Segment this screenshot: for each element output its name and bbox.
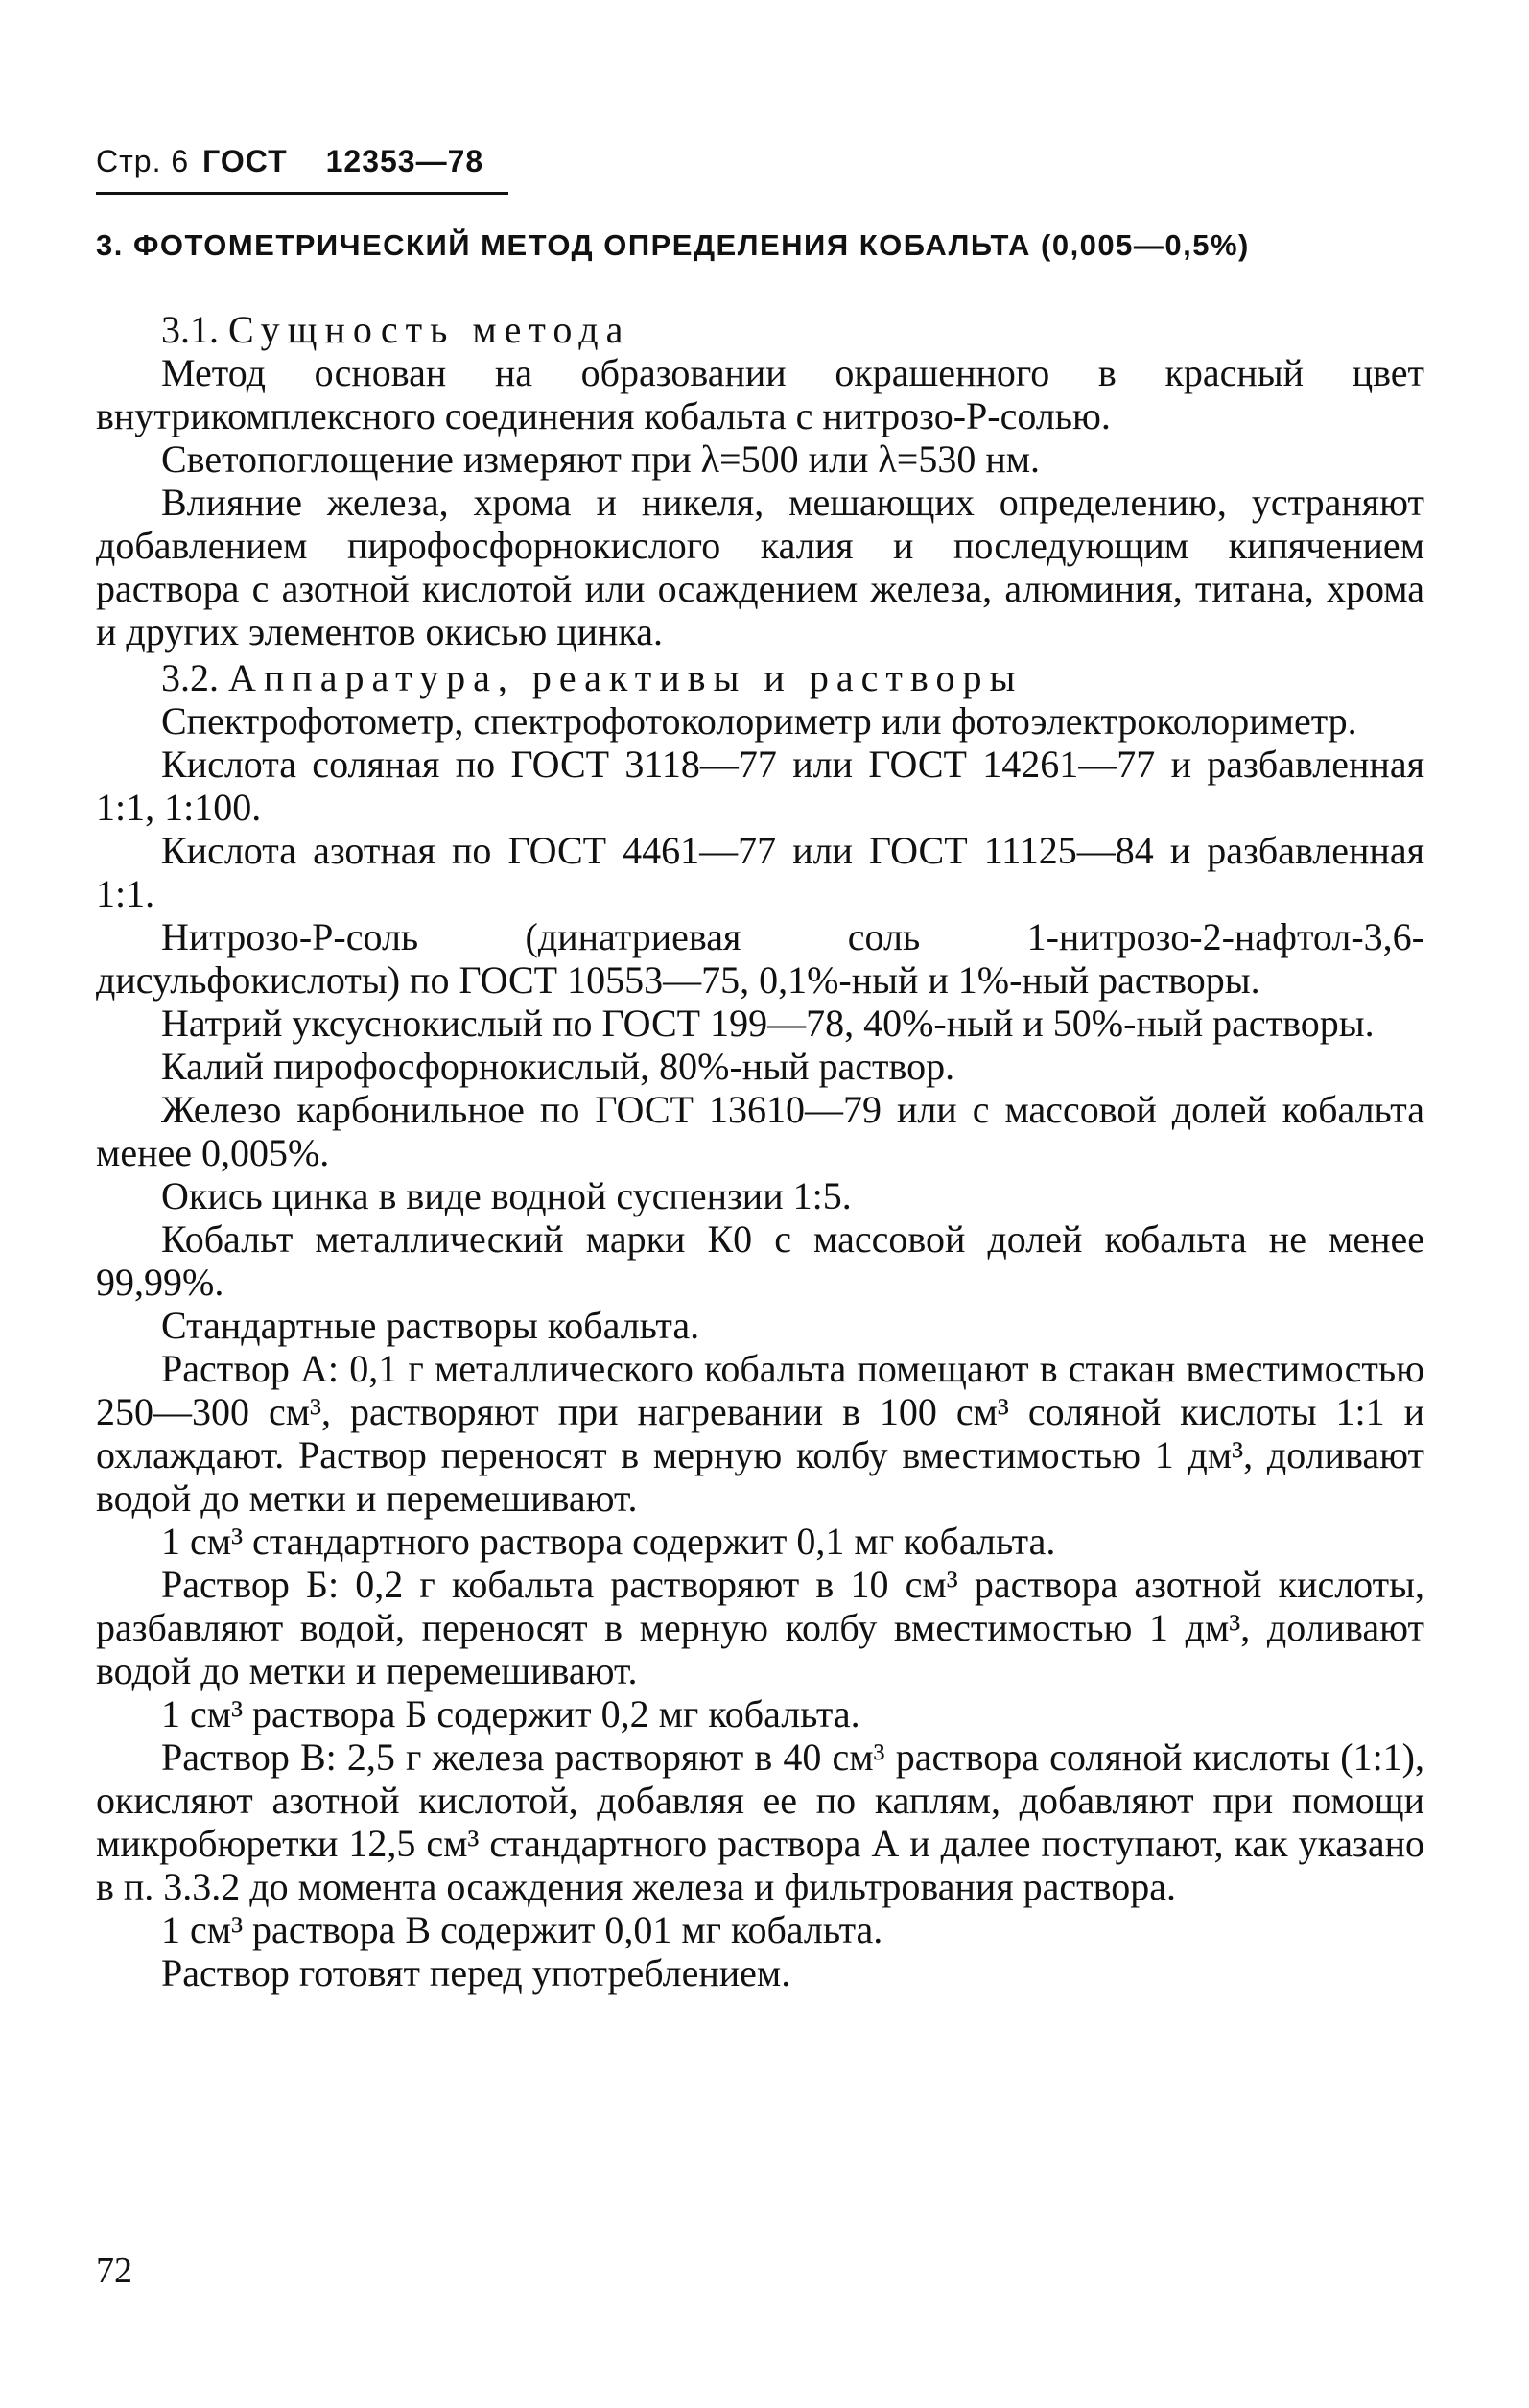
paragraph: Окись цинка в виде водной суспензии 1:5. (161, 1174, 852, 1217)
paragraph: Раствор А: 0,1 г металлического кобальта помещают в стакан вместимостью 250—300 см³, растворяют при нагревании в 100 см³ соляной кислоты 1:1 и охлаждают. Раствор переносят в мерную колбу вместимостью 1 дм³, доливают водой до метки и перемешивают. (96, 1347, 1424, 1520)
paragraph: Кислота соляная по ГОСТ 3118—77 или ГОСТ 14261—77 и разбавленная 1:1, 1:100. (96, 743, 1424, 829)
standard-label: ГОСТ (202, 144, 288, 178)
paragraph: Раствор Б: 0,2 г кобальта растворяют в 10 см³ раствора азотной кислоты, разбавляют водой, переносят в мерную колбу вместимостью 1 дм³, доливают водой до метки и перемешивают. (96, 1563, 1424, 1692)
paragraph: 1 см³ раствора Б содержит 0,2 мг кобальта. (161, 1692, 860, 1735)
subsection-number: 3.2. (161, 656, 219, 699)
paragraph: Стандартные растворы кобальта. (161, 1304, 700, 1347)
paragraph: 1 см³ раствора В содержит 0,01 мг кобальта. (161, 1908, 883, 1951)
subsection-heading-3-1 (96, 308, 1424, 351)
paragraph: Влияние железа, хрома и никеля, мешающих определению, устраняют добавлением пирофосфорнокислого калия и последующим кипячением раствора с азотной кислотой или осаждением железа, алюминия, титана, хрома и других элементов окисью цинка. (96, 481, 1424, 653)
subsection-title: Сущность метода (228, 308, 631, 351)
page-number: 72 (96, 2251, 132, 2291)
paragraph: Кобальт металлический марки К0 с массовой долей кобальта не менее 99,99%. (96, 1217, 1424, 1304)
subsection-title: Аппаратура, реактивы и растворы (228, 656, 1023, 699)
paragraph: Спектрофотометр, спектрофотоколориметр или фотоэлектроколориметр. (161, 699, 1357, 743)
paragraph: Калий пирофосфорнокислый, 80%-ный раствор. (161, 1045, 955, 1088)
paragraph: 1 см³ стандартного раствора содержит 0,1 мг кобальта. (161, 1520, 1056, 1563)
standard-number: 12353—78 (325, 144, 484, 178)
paragraph: Нитрозо-Р-соль (динатриевая соль 1-нитрозо-2-нафтол-3,6-дисульфокислоты) по ГОСТ 10553—75, 0,1%-ный и 1%-ный растворы. (96, 915, 1424, 1002)
header-underline (96, 192, 508, 195)
paragraph: Раствор В: 2,5 г железа растворяют в 40 см³ раствора соляной кислоты (1:1), окисляют азотной кислотой, добавляя ее по каплям, добавляют при помощи микробюретки 12,5 см³ стандартного раствора А и далее поступают, как указано в п. 3.3.2 до момента осаждения железа и фильтрования раствора. (96, 1735, 1424, 1908)
paragraph: Натрий уксуснокислый по ГОСТ 199—78, 40%-ный и 50%-ный растворы. (161, 1002, 1375, 1045)
paragraph: Раствор готовят перед употреблением. (161, 1951, 791, 1995)
page-header (96, 144, 483, 179)
page-label: Стр. 6 (96, 144, 190, 178)
document-body (96, 305, 1424, 1995)
subsection-heading-3-2 (96, 656, 1424, 699)
paragraph: Кислота азотная по ГОСТ 4461—77 или ГОСТ 11125—84 и разбавленная 1:1. (96, 829, 1424, 915)
section-title: 3. ФОТОМЕТРИЧЕСКИЙ МЕТОД ОПРЕДЕЛЕНИЯ КОБАЛЬТА (0,005—0,5%) (96, 228, 1250, 262)
paragraph: Метод основан на образовании окрашенного в красный цвет внутрикомплексного соединения кобальта с нитрозо-Р-солью. (96, 351, 1424, 437)
subsection-number: 3.1. (161, 308, 219, 351)
paragraph: Светопоглощение измеряют при λ=500 или λ=530 нм. (161, 437, 1041, 481)
paragraph: Железо карбонильное по ГОСТ 13610—79 или с массовой долей кобальта менее 0,005%. (96, 1088, 1424, 1174)
